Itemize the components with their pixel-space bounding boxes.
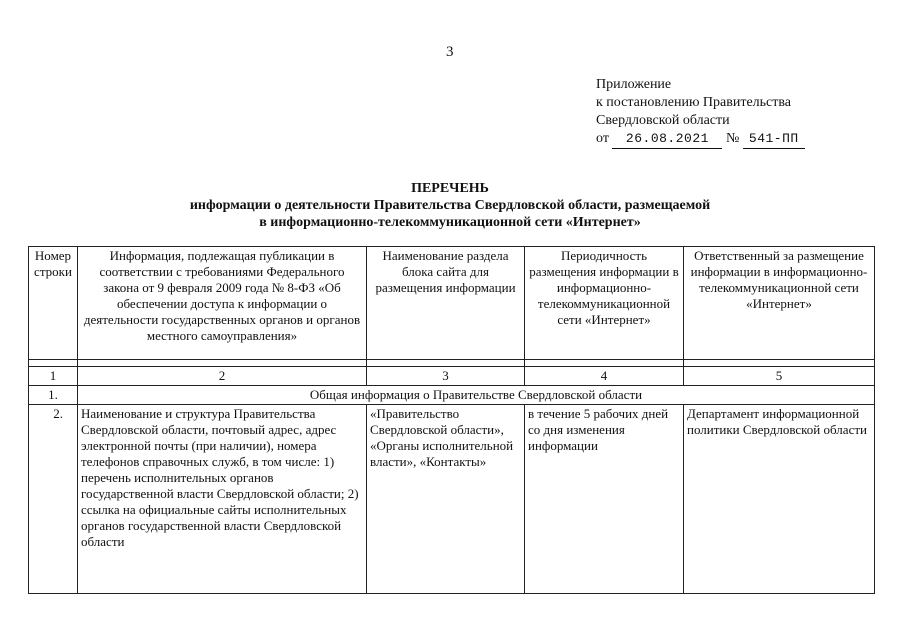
section-title: Общая информация о Правительстве Свердловской области [78,386,875,405]
from-label: от [596,131,609,146]
section-number: 1. [29,386,78,405]
appendix-line-1: Приложение [596,77,672,92]
resolution-date: 26.08.2021 [612,130,722,149]
table-gap [29,360,875,367]
header-periodicity: Периодичность размещения информации в информационно-телекоммуникационной сети «Интернет» [525,247,684,360]
header-responsible: Ответственный за размещение информации в информационно-телекоммуникационной сети «Интернет» [684,247,875,360]
header-section-name: Наименование раздела блока сайта для размещения информации [367,247,525,360]
column-number-row [29,367,875,386]
appendix-block [596,76,805,149]
appendix-line-3: Свердловской области [596,113,730,128]
page-number: 3 [446,44,454,60]
row-information: Наименование и структура Правительства Свердловской области, почтовый адрес, адрес электронной почты (при наличии), номера телефонов справочных служб, в том числе: 1) перечень исполнительных органов государственной власти Свердловской области; 2) ссылка на официальные сайты исполнительных органов государственной власти Свердловской области [78,405,367,594]
column-number-1: 1 [29,367,78,386]
column-number-4: 4 [525,367,684,386]
header-information: Информация, подлежащая публикации в соответствии с требованиями Федерального закона от 9 февраля 2009 года № 8-ФЗ «Об обеспечении доступа к информации о деятельности государственных органов и органов местного самоуправления» [78,247,367,360]
information-table [28,246,875,594]
resolution-number: 541-ПП [743,130,805,149]
number-label: № [725,131,740,146]
title-line-1: ПЕРЕЧЕНЬ [411,181,489,196]
title-line-3: в информационно-телекоммуникационной сети «Интернет» [259,215,641,230]
column-number-5: 5 [684,367,875,386]
appendix-line-2: к постановлению Правительства [596,95,792,110]
row-responsible: Департамент информационной политики Свердловской области [684,405,875,594]
document-title [100,180,800,231]
table-header-row [29,247,875,360]
table-row [29,405,875,594]
row-section: «Правительство Свердловской области», «Органы исполнительной власти», «Контакты» [367,405,525,594]
row-number: 2. [29,405,78,594]
section-row [29,386,875,405]
title-line-2: информации о деятельности Правительства Свердловской области, размещаемой [189,198,711,213]
appendix-date-line [596,130,805,149]
column-number-3: 3 [367,367,525,386]
column-number-2: 2 [78,367,367,386]
header-row-number: Номер строки [29,247,78,360]
row-periodicity: в течение 5 рабочих дней со дня изменения информации [525,405,684,594]
